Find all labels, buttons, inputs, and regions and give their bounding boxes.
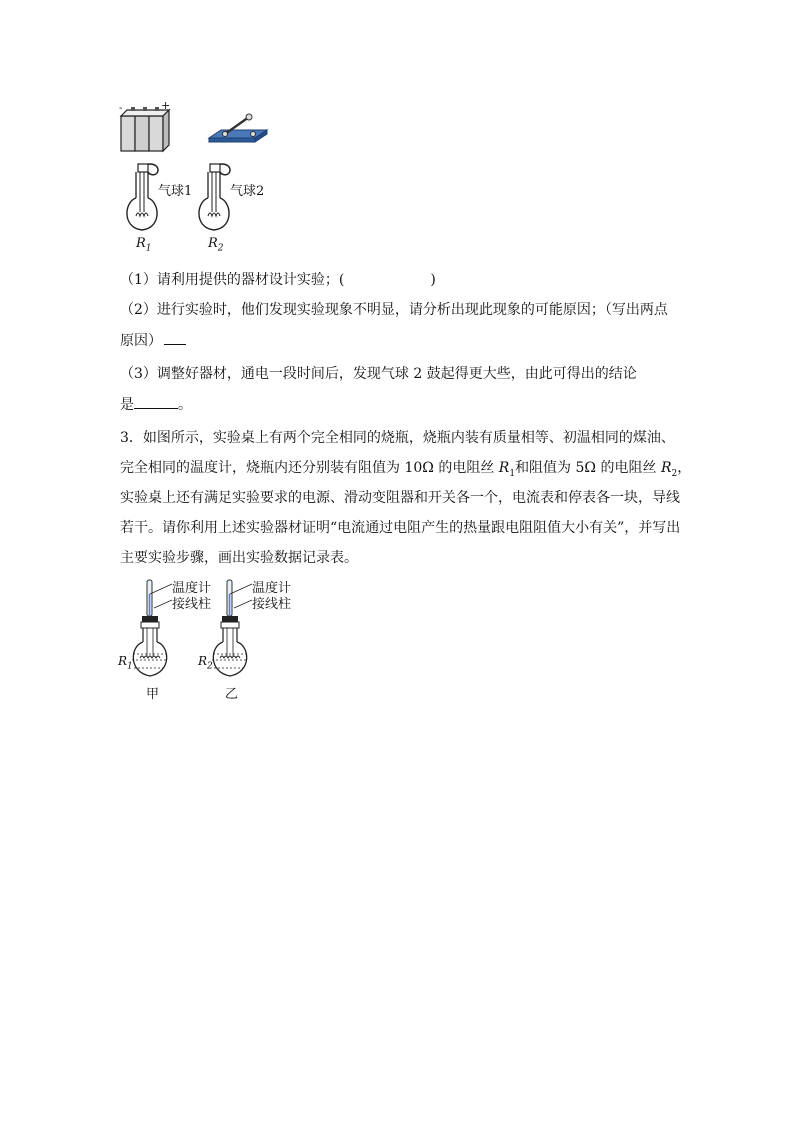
flask-b-label: 乙 [225, 687, 239, 702]
battery-minus-sign: - [119, 103, 123, 114]
r1-label-fig1: $R_1$ [136, 236, 152, 254]
flask-a-label: 甲 [146, 687, 160, 702]
answer-blank-q3 [134, 394, 178, 409]
battery-plus-sign: + [161, 99, 171, 112]
thermometer-label-a: 温度计 [172, 581, 212, 596]
problem-3-line5: 主要实验步骤，画出实验数据记录表。 [120, 550, 358, 566]
problem-3-line3: 实验桌上还有满足实验要求的电源、滑动变阻器和开关各一个，电流表和停表各一块，导线 [120, 490, 680, 506]
balloon-2-label: 气球2 [230, 184, 265, 199]
r1-label-fig2: $R_1$ [118, 654, 133, 672]
problem-3-line4: 若干。请你利用上述实验器材证明“电流通过电阻产生的热量跟电阻阻值大小有关”，并写出 [120, 520, 681, 536]
question-3-line1: （3）调整好器材，通电一段时间后，发现气球 2 鼓起得更大些，由此可得出的结论 [120, 366, 637, 382]
question-1: （1）请利用提供的器材设计实验；( ) [120, 272, 436, 288]
question-3-line2: 是 。 [120, 394, 192, 415]
question-2-line1: （2）进行实验时，他们发现实验现象不明显，请分析出现此现象的可能原因；（写出两点 [120, 302, 668, 318]
terminal-label-b: 接线柱 [252, 597, 292, 612]
problem-3-line1: 3．如图所示，实验桌上有两个完全相同的烧瓶，烧瓶内装有质量相等、初温相同的煤油、 [120, 430, 675, 446]
balloon-1-label: 气球1 [158, 184, 193, 199]
answer-blank-q2 [164, 330, 186, 345]
switch-illustration [207, 112, 269, 148]
terminal-label-a: 接线柱 [172, 597, 212, 612]
thermometer-label-b: 温度计 [252, 581, 292, 596]
question-2-line2: 原因） [120, 330, 186, 351]
r2-label-fig1: $R_2$ [208, 236, 224, 254]
r2-label-fig2: $R_2$ [198, 654, 213, 672]
problem-3-line2: 完全相同的温度计，烧瓶内还分别装有阻值为 10Ω 的电阻丝 $R_1$和阻值为 5Ω 的电阻丝 $R_2$， [120, 460, 692, 479]
